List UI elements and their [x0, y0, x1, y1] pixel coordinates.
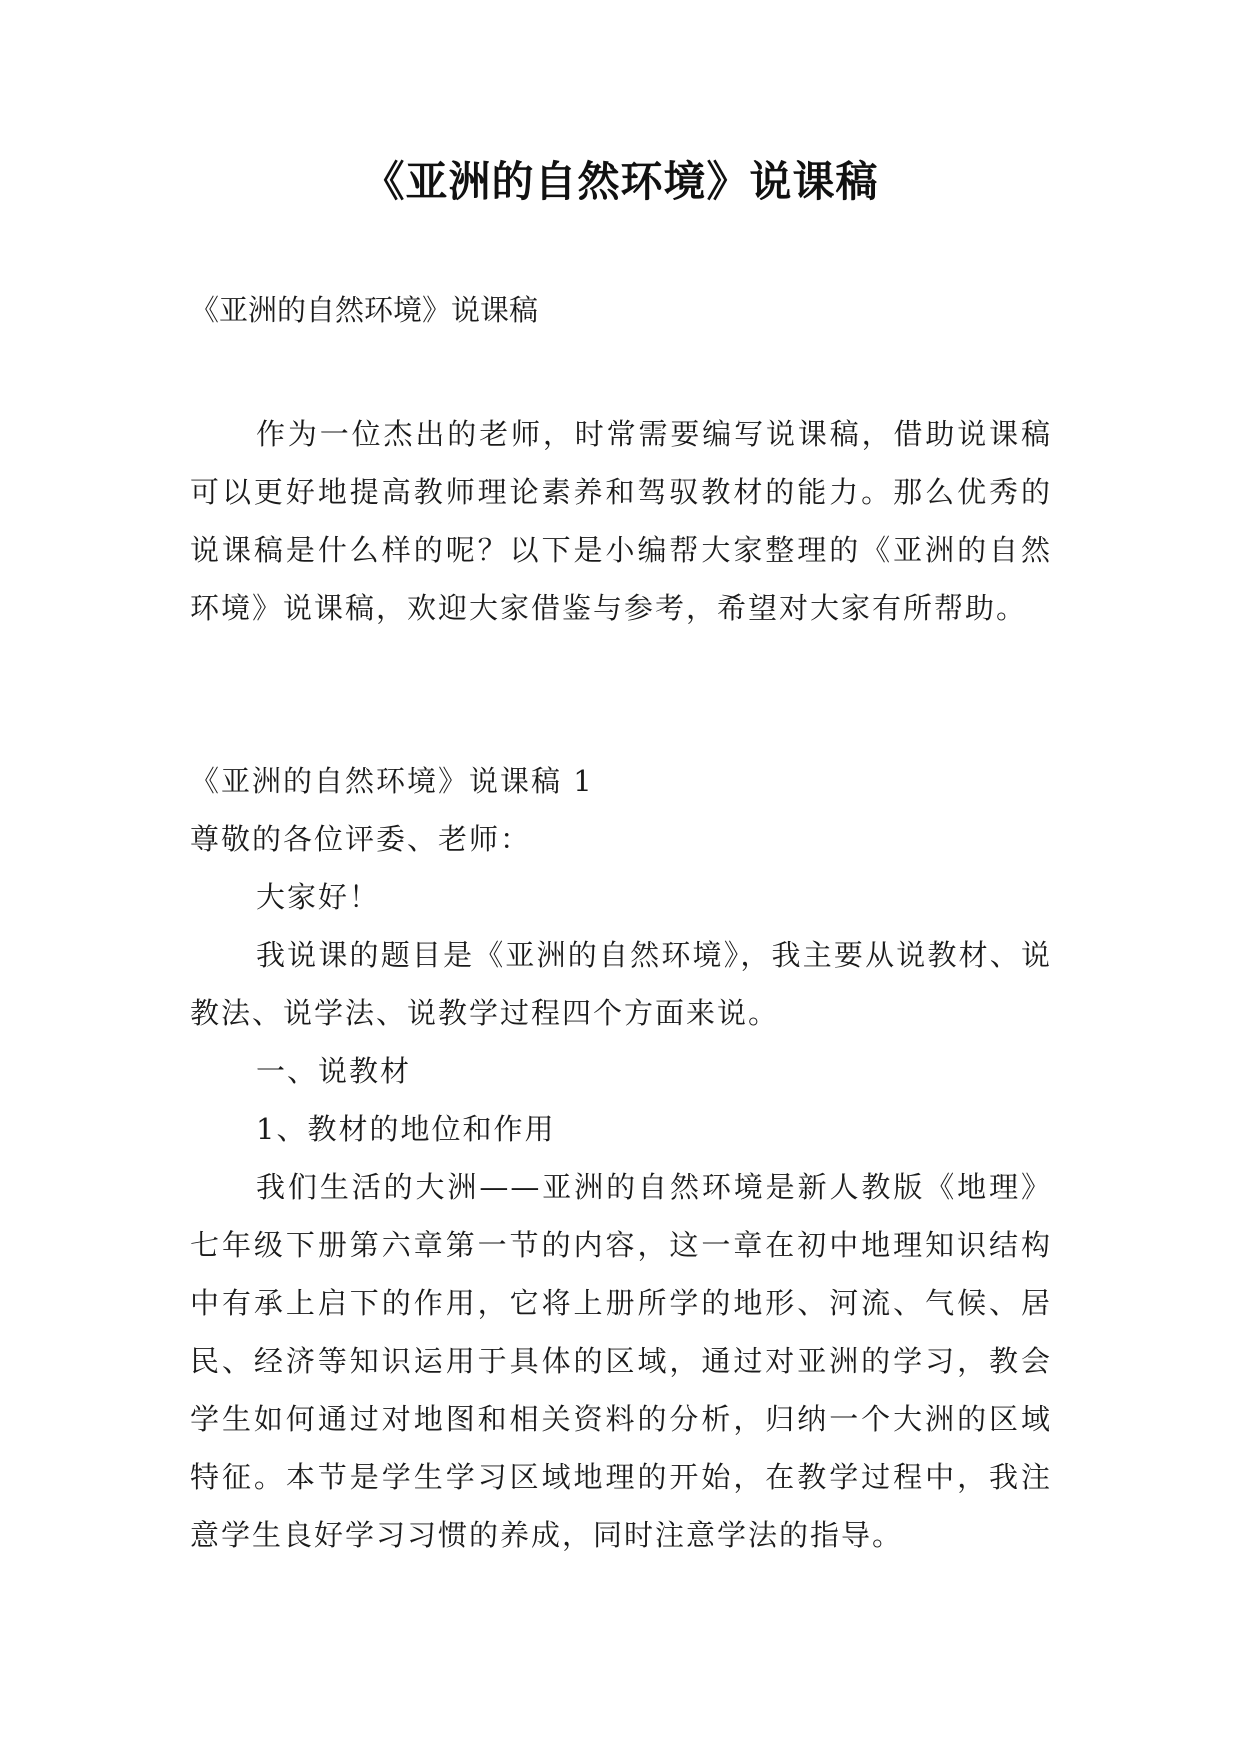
- greeting: 大家好！: [256, 880, 381, 914]
- body-block: [190, 752, 1052, 1564]
- document-subtitle: 《亚洲的自然环境》说课稿: [190, 293, 539, 327]
- salutation: 尊敬的各位评委、老师：: [190, 822, 532, 856]
- section-heading: 《亚洲的自然环境》说课稿 1: [190, 764, 594, 798]
- topic-paragraph: 我说课的题目是《亚洲的自然环境》，我主要从说教材、说教法、说学法、说教学过程四个方面来说。: [190, 938, 1052, 1030]
- document-title: 《亚洲的自然环境》说课稿: [362, 157, 879, 206]
- role-paragraph: 我们生活的大洲——亚洲的自然环境是新人教版《地理》七年级下册第六章第一节的内容，这一章在初中地理知识结构中有承上启下的作用，它将上册所学的地形、河流、气候、居民、经济等知识运用于具体的区域，通过对亚洲的学习，教会学生如何通过对地图和相关资料的分析，归纳一个大洲的区域特征。本节是学生学习区域地理的开始，在教学过程中，我注意学生良好学习习惯的养成，同时注意学法的指导。: [190, 1170, 1052, 1552]
- heading-material-role: 1、教材的地位和作用: [256, 1112, 556, 1146]
- intro-block: [190, 405, 1052, 637]
- heading-teaching-material: 一、说教材: [256, 1054, 412, 1088]
- intro-paragraph: 作为一位杰出的老师，时常需要编写说课稿，借助说课稿可以更好地提高教师理论素养和驾驭教材的能力。那么优秀的说课稿是什么样的呢？以下是小编帮大家整理的《亚洲的自然环境》说课稿，欢迎大家借鉴与参考，希望对大家有所帮助。: [190, 417, 1052, 625]
